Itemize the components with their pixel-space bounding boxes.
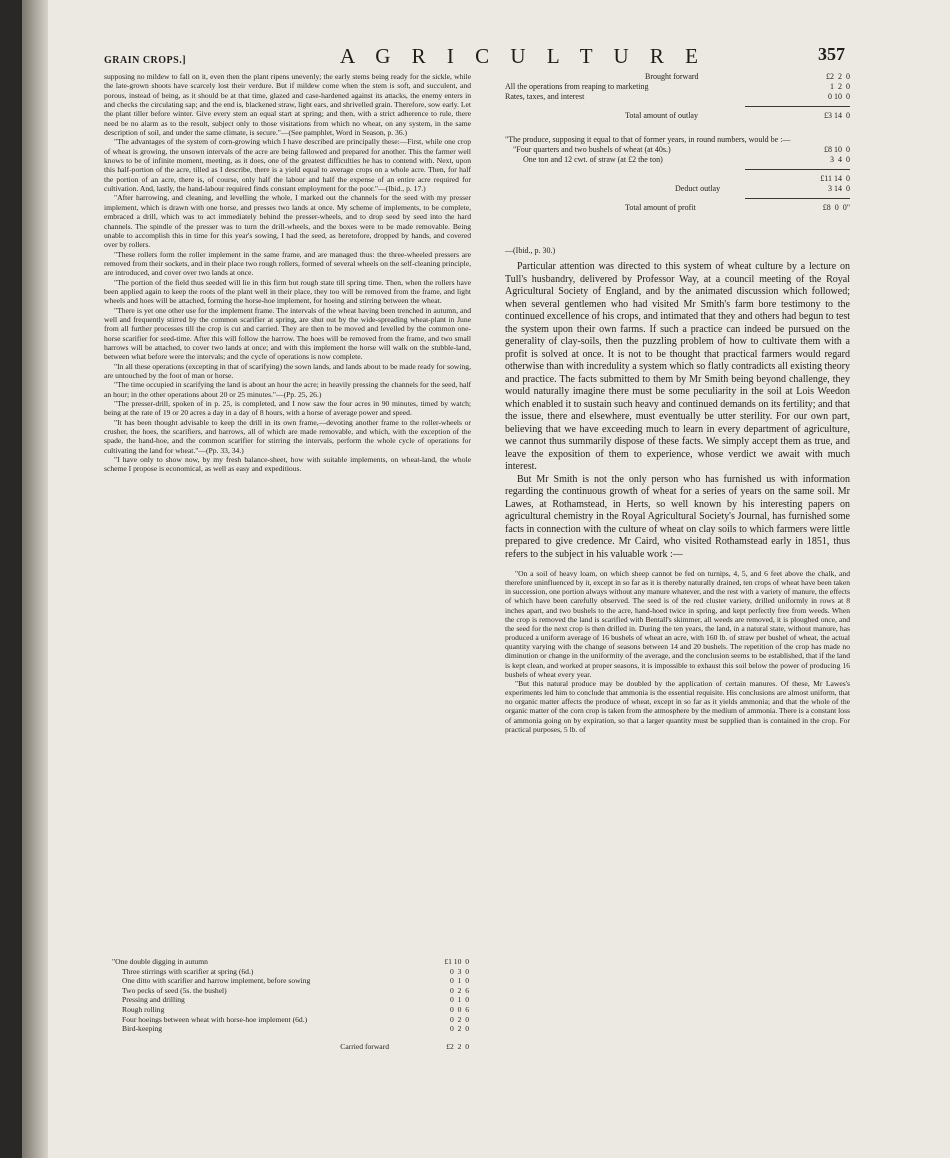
produce-intro: "The produce, supposing it equal to that of former years, in round numbers, would be :—: [505, 135, 791, 144]
account-label: Three stirrings with scarifier at spring (6d.): [122, 966, 254, 976]
right-column: [505, 261, 850, 734]
account-row: [112, 967, 469, 977]
balance-sheet-right: [505, 72, 850, 213]
profit-label: Total amount of profit: [625, 203, 696, 212]
account-row: [112, 1005, 469, 1015]
subtotal-row: [505, 174, 850, 184]
produce-label: "Four quarters and two bushels of wheat (at 40s.): [513, 145, 671, 154]
account-row: [112, 957, 469, 967]
paragraph: "After harrowing, and cleaning, and levelling the whole, I marked out the channels for the seed with my presser implement, which is drawn with one horse, and presses two lands at once. My scheme of implements, to be complete, embraced a drill, which was to act immediately behind the presser-wheels, and to drop seed by seed into the hard channels. The spindle of the presser was to turn the drill-wheels, and the boxes were to be made removable. Being unable to accomplish this in time for this year's sowing, I had the seed, as heretofore, dropped by hands, and covered over by rollers.: [104, 193, 471, 250]
carried-forward-amount: £2 2 0: [446, 1041, 469, 1051]
subtotal-amount: £11 14 0: [820, 174, 850, 183]
block-quote: [505, 569, 850, 734]
carried-forward-label: Carried forward: [340, 1041, 389, 1051]
account-row: [505, 82, 850, 92]
outlay-label: Total amount of outlay: [625, 111, 698, 120]
outlay-row: [505, 111, 850, 121]
account-row: [112, 995, 469, 1005]
carried-forward-row: [112, 1042, 469, 1052]
produce-row: [505, 145, 850, 155]
paragraph: "The portion of the field thus seeded will lie in this firm but rough state till spring time. Then, when the rollers have been applied again to keep the roots of the plant well in their place, they too will be removed from the frame, and light wheels and hoes will be attached, forming the horse-hoe implement, for hoeing and stirring between the wheat.: [104, 277, 471, 306]
running-title: A G R I C U L T U R E: [340, 44, 706, 68]
produce-row: [505, 155, 850, 165]
account-amount: 0 2 0: [450, 1014, 469, 1024]
section-header: GRAIN CROPS.]: [104, 55, 187, 66]
account-label: "One double digging in autumn: [112, 957, 208, 966]
quote-paragraph: "On a soil of heavy loam, on which sheep cannot be fed on turnips, 4, 5, and 6 feet above the chalk, and therefore uninfluenced by it, except in so far as it is thereby naturally drained, ten crops of wheat have been taken in succession, one portion always without any manure whatever, and the rest with a variety of manure, the effects of which have been carefully observed. The seed is of the red cluster variety, drilled uniformly in rows at 8 inches apart, and two bushels to the acre, hand-hoed twice in spring, and kept perfectly free from weeds. When the crop is removed the land is scarified with Bentall's skimmer, all weeds are removed, it is ploughed once, and the seed for the next crop is then drilled in. During the ten years, the land, in a natural state, without manure, has produced a uniform average of 16 bushels of wheat an acre, with 160 lb. of straw per bushel of wheat, the actual quantity varying with the change of seasons between 14 and 20 bushels. The repetition of the crop has made no diminution or change in the uniformity of the average, and the conclusion seems to be established, that if the land is kept clean, and worked at proper seasons, it is impossible to exhaust this soil below the power of producing 16 bushels of wheat every year.: [505, 569, 850, 679]
account-amount: 0 1 0: [450, 976, 469, 986]
paragraph: "There is yet one other use for the implement frame. The intervals of the wheat having been trenched in autumn, and well and frequently stirred by the common scarifier at spring, are shut out by the wide-spreading wheat-plant in June from all further processes till the crop is cut and carried. They are then to be moved and levelled by the common one-horse scarifier for seed-time. After this will follow the harrow. The hoes will be removed from the frame, and two small harrows will be attached, to cover two lands at once; and with this implement the horse will walk on the stubble-land, between what before were the intervals; and the cycle of operations is now complete.: [104, 305, 471, 362]
account-label: Pressing and drilling: [122, 995, 185, 1005]
deduct-row: [505, 184, 850, 194]
deduct-label: Deduct outlay: [675, 184, 721, 193]
left-column: [104, 72, 471, 474]
binding-shadow: [0, 0, 22, 1158]
account-amount: 0 0 6: [450, 1004, 469, 1014]
account-amount: 1 2 0: [830, 82, 850, 91]
binding-gradient: [22, 0, 48, 1158]
profit-amount: £8 0 0": [822, 203, 850, 212]
balance-sheet-left: [112, 957, 469, 1051]
account-row: [112, 1015, 469, 1025]
account-row: [112, 986, 469, 996]
produce-amount: £8 10 0: [824, 145, 850, 154]
account-amount: 0 3 0: [450, 966, 469, 976]
paragraph: "These rollers form the roller implement in the same frame, and are managed thus: the three-wheeled pressers are removed from their sockets, and in their place two rough rollers, formed of several wheels on the self-cleaning principle, are introduced, and cover over two lands at once.: [104, 249, 471, 278]
produce-label: One ton and 12 cwt. of straw (at £2 the ton): [523, 155, 663, 164]
account-amount: 0 1 0: [450, 995, 469, 1005]
account-amount: 0 10 0: [828, 92, 850, 101]
paragraph: "The presser-drill, spoken of in p. 25, is completed, and I now saw the four acres in 90 minutes, timed by watch; being at the rate of 19 or 20 acres a day in a day of 8 hours, with a horse of average power and speed.: [104, 399, 471, 418]
account-row: [505, 92, 850, 102]
account-amount: 0 2 0: [450, 1024, 469, 1034]
paragraph: "It has been thought advisable to keep the drill in its own frame,—devoting another frame to the roller-wheels or crusher, the hoes, the scarifiers, and harrows, all of which are made removable, and which, with the exception of the spade, the hand-hoe, and the common scarifier for stirring the intervals, perform the whole cycle of operations for cultivating the land for wheat."—(Pp. 33, 34.): [104, 417, 471, 455]
outlay-amount: £3 14 0: [824, 111, 850, 120]
account-label: One ditto with scarifier and harrow implement, before sowing: [122, 976, 311, 986]
deduct-amount: 3 14 0: [828, 184, 850, 193]
paragraph: Particular attention was directed to this system of wheat culture by a lecture on Tull's husbandry, delivered by Professor Way, at a council meeting of the Royal Agricultural Society of England, and by the animated discussion which followed; when several gentlemen who had visited Mr Smith's farm bore testimony to the continued excellence of his crops, and intimated that they and others had begun to test the system upon their own farms. If such a practice can indeed be pursued on the generality of clay-soils, then the puzzling problem of how to cultivate them with a profit is solved at once. It is not to be thought that practical farmers would regard otherwise than with incredulity a system which so flatly contradicts all existing theory and practice. The facts submitted to them by Mr Smith being beyond challenge, they would naturally imagine there must be some peculiarity in the soil at Lois Weedon which enabled it to sustain such heavy and continued demands on its fertility; and that the issue, there and elsewhere, must eventually be utter sterility. For our own part, believing that we have exceeding much to learn in every department of agriculture, we cannot thus summarily dispose of these facts. We simply accept them as true, and leave the exposition of them to experience, whose verdict we await with much interest.: [505, 261, 850, 472]
account-amount: £2 2 0: [826, 72, 850, 81]
account-row: [112, 1024, 469, 1034]
sum-rule: [745, 106, 850, 107]
account-row: [112, 976, 469, 986]
paragraph: "The advantages of the system of corn-growing which I have described are principally these:—First, while one crop of wheat is growing, the unsown intervals of the acre are being fallowed and prepared for another. This the farmer well knows to be of infinite moment, meeting, as it does, one of the greatest difficulties he has to contend with. Next, upon this half-portion of the acre, tilled as I describe, there is a yield equal to average crops on a whole acre. Then, for half the portion of an acre, there is, of course, only half the labour and half the expense of an entire acre required for cultivation. And, lastly, the hand-labour required finds constant employment for the poor."—(Ibid., p. 17.): [104, 137, 471, 194]
paragraph: But Mr Smith is not the only person who has furnished us with information regarding the continuous growth of wheat for a series of years on the same soil. Mr Lawes, at Rothamstead, in Herts, so well known by his interesting papers on agricultural chemistry in the Royal Agricultural Society's Journal, has furnished some facts in connection with the culture of wheat on clay soils to which farmers were little prepared to give credence. Mr Caird, who visited Rothamstead early in 1851, thus refers to the subject in his valuable work :—: [505, 473, 850, 560]
account-amount: 0 2 6: [450, 985, 469, 995]
account-amount: £1 10 0: [444, 957, 469, 966]
quote-paragraph: "But this natural produce may be doubled by the application of certain manures. Of these, Mr Lawes's experiments led him to conclude that ammonia is the essential requisite. His conclusions are almost uniform, that no organic matter affects the produce of wheat, except in so far as it yields ammonia; and that the whole of the organic matter of the corn crop is taken from the atmosphere by the medium of ammonia. There is a constant loss of ammonia going on by expiration, so that a larger quantity must be supplied than is contained in the crop. For practical purposes, 5 lb. of: [505, 678, 850, 734]
account-label: Bird-keeping: [122, 1024, 163, 1034]
account-label: Brought forward: [645, 72, 699, 81]
produce-amount: 3 4 0: [830, 155, 850, 164]
sum-rule: [745, 169, 850, 170]
paragraph: "In all these operations (excepting in that of scarifying) the sown lands, and lands about to be made ready for sowing, are untouched by the foot of man or horse.: [104, 361, 471, 380]
account-label: All the operations from reaping to marketing: [505, 82, 649, 91]
paragraph: "The time occupied in scarifying the land is about an hour the acre; in heavily pressing the channels for the seed, half an hour; in the other operations about 20 or 25 minutes."—(Pp. 25, 26.): [104, 380, 471, 399]
account-label: Rates, taxes, and interest: [505, 92, 585, 101]
paragraph: supposing no mildew to fall on it, even then the plant ripens unevenly; the early stems being ready for the sickle, while the late-grown shoots have scarcely lost their verdure. But if mildew come when the stem is soft, and succulent, and porous, instead of being, as it should be at that time, glazed and case-hardened against its attacks, the enemy enters in and checks the circulating sap; and the end is, blackened straw, light ears, and shrivelled grain. Therefore, sow early. Let the plant tiller before winter. Give every stem an equal start at spring; and then, with a strict adherence to rule, there need be no alarm as to the result, subject only to those visitations from which no wheat, on any system, in the same description of soil, and under the same climate, is secure."—(See pamphlet, Word in Season, p. 36.): [104, 72, 471, 138]
paragraph: "I have only to show now, by my fresh balance-sheet, how with suitable implements, on wheat-land, the whole scheme I propose is economical, as well as easy and expeditious.: [104, 455, 471, 474]
citation-reference: —(Ibid., p. 30.): [505, 246, 556, 255]
page-number: 357: [818, 44, 845, 64]
account-label: Two pecks of seed (5s. the bushel): [122, 985, 227, 995]
sum-rule: [745, 198, 850, 199]
profit-row: [505, 203, 850, 213]
account-label: Rough rolling: [122, 1004, 165, 1014]
account-row: [505, 72, 850, 82]
account-label: Four hoeings between wheat with horse-hoe implement (6d.): [122, 1014, 308, 1024]
